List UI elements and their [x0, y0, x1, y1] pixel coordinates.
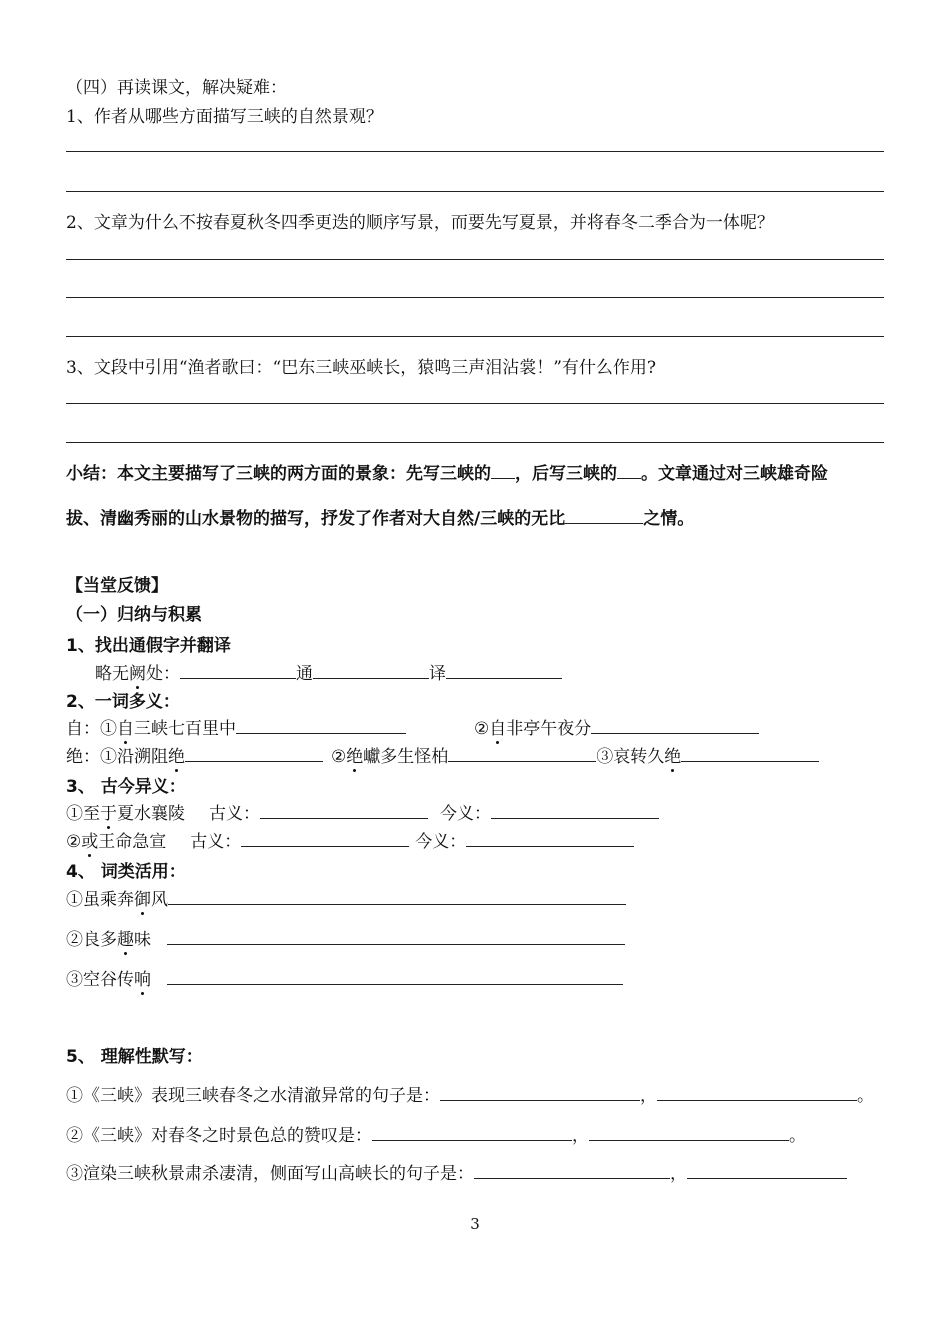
answer-line[interactable]: [66, 191, 884, 192]
dotted-char: 趣: [117, 930, 134, 950]
question-1: 1、作者从哪些方面描写三峡的自然景观？: [66, 107, 383, 127]
item-2-row-zi: [66, 718, 406, 740]
question-3: 3、文段中引用“渔者歌曰：“巴东三峡巫峡长，猿鸣三声泪沾裳！”有什么作用?: [66, 358, 657, 378]
dotted-char: 或: [81, 832, 99, 852]
item-text: ②《三峡》对春冬之时景色总的赞叹是：: [66, 1126, 372, 1146]
item-text: 巘多生怪柏: [363, 747, 449, 767]
item-5-title: 5、 理解性默写：: [66, 1047, 203, 1067]
item-text: ②: [66, 832, 82, 852]
item-text: 味: [134, 930, 151, 950]
item-text: 古义：: [209, 804, 260, 824]
dotted-char: 绝: [346, 747, 364, 767]
answer-blank[interactable]: [313, 663, 429, 679]
summary-text: 拔、清幽秀丽的山水景物的描写，抒发了作者对大自然/三峡的无比: [66, 509, 566, 529]
summary-blank[interactable]: [491, 463, 515, 479]
item-5-row-1: [66, 1085, 874, 1107]
answer-line[interactable]: [66, 442, 884, 443]
dotted-char: 自: [489, 719, 507, 739]
item-text: ②: [331, 747, 347, 767]
dotted-char: 御: [134, 890, 151, 910]
answer-blank[interactable]: [440, 1085, 640, 1101]
item-text: 今义：: [415, 832, 467, 852]
item-4-row-3: [66, 969, 623, 991]
item-text: ，: [640, 1086, 657, 1106]
answer-line[interactable]: [66, 259, 884, 260]
item-text: 今义：: [440, 804, 491, 824]
answer-blank[interactable]: [180, 663, 296, 679]
item-text: ①: [100, 719, 117, 739]
item-text: ③渲染三峡秋景肃杀凄清，侧面写山高峡长的句子是：: [66, 1164, 474, 1184]
answer-blank[interactable]: [474, 1163, 670, 1179]
summary-blank[interactable]: [565, 508, 643, 524]
answer-blank[interactable]: [448, 746, 596, 762]
answer-line[interactable]: [66, 336, 884, 337]
page-number: 3: [470, 1215, 480, 1233]
answer-blank[interactable]: [185, 746, 323, 762]
item-3-row-1: [66, 803, 659, 825]
item-text: ①至: [66, 804, 100, 824]
item-text: ①《三峡》表现三峡春冬之水清澈异常的句子是：: [66, 1086, 440, 1106]
item-text: 译: [429, 664, 446, 684]
dotted-char: 于: [100, 804, 117, 824]
answer-blank[interactable]: [241, 831, 409, 847]
feedback-title: 【当堂反馈】: [66, 576, 168, 596]
answer-blank[interactable]: [687, 1163, 847, 1179]
item-text: ，: [670, 1164, 687, 1184]
item-text: 三峡七百里中: [134, 719, 236, 739]
summary-text: 。文章通过对三峡雄奇险: [641, 464, 828, 484]
answer-blank[interactable]: [167, 929, 625, 945]
summary-line-2: [66, 508, 694, 530]
item-2-title: 2、一词多义：: [66, 692, 180, 712]
answer-line[interactable]: [66, 403, 884, 404]
answer-blank[interactable]: [446, 663, 562, 679]
dotted-char: 绝: [664, 747, 682, 767]
item-2-row-jue: [66, 746, 819, 768]
answer-blank[interactable]: [681, 746, 819, 762]
item-text: 自：: [66, 719, 100, 739]
answer-blank[interactable]: [491, 803, 659, 819]
summary-line-1: [66, 463, 828, 485]
answer-blank[interactable]: [372, 1125, 572, 1141]
item-5-row-3: [66, 1163, 847, 1185]
item-3-row-2: [66, 831, 634, 853]
answer-line[interactable]: [66, 151, 884, 152]
item-text: 。: [789, 1126, 806, 1146]
answer-line[interactable]: [66, 297, 884, 298]
dotted-char: 绝: [168, 747, 185, 767]
dotted-char: 阙: [129, 664, 146, 684]
item-text: ②良多: [66, 930, 117, 950]
item-4-row-1: [66, 889, 626, 911]
feedback-subtitle: （一）归纳与积累: [66, 605, 202, 625]
item-text: ①虽乘奔: [66, 890, 134, 910]
item-text: 略无阙: [95, 664, 146, 684]
item-text: ③哀转久: [596, 747, 665, 767]
item-text: 非亭午夜分: [506, 719, 592, 739]
item-text: 夏水襄陵: [117, 804, 185, 824]
answer-blank[interactable]: [466, 831, 634, 847]
item-text: ，: [572, 1126, 589, 1146]
item-4-row-2: [66, 929, 625, 951]
dotted-char: 响: [134, 970, 151, 990]
item-text: 通: [296, 664, 313, 684]
section-heading: （四）再读课文，解决疑难：: [66, 78, 287, 98]
summary-text: 之情。: [643, 509, 695, 529]
answer-blank[interactable]: [260, 803, 428, 819]
summary-text: ，后写三峡的: [515, 464, 617, 484]
item-1-row: [95, 663, 562, 685]
item-2-row-zi-b: [474, 718, 759, 740]
item-text: 风: [151, 890, 168, 910]
answer-blank[interactable]: [167, 969, 623, 985]
item-3-title: 3、 古今异义：: [66, 777, 186, 797]
item-text: 。: [857, 1086, 874, 1106]
answer-blank[interactable]: [591, 718, 759, 734]
item-4-title: 4、 词类活用：: [66, 862, 186, 882]
item-text: ①沿溯阻: [100, 747, 168, 767]
item-text: 处：: [146, 664, 180, 684]
item-text: 古义：: [190, 832, 242, 852]
summary-blank[interactable]: [617, 463, 641, 479]
item-text: ②: [474, 719, 490, 739]
answer-blank[interactable]: [589, 1125, 789, 1141]
question-2: 2、文章为什么不按春夏秋冬四季更迭的顺序写景，而要先写夏景，并将春冬二季合为一体呢？: [66, 213, 774, 233]
answer-blank[interactable]: [236, 718, 406, 734]
summary-text: 小结：本文主要描写了三峡的两方面的景象：先写三峡的: [66, 464, 491, 484]
item-text: 王命急宣: [98, 832, 167, 852]
item-text: ③空谷传: [66, 970, 134, 990]
item-1-title: 1、找出通假字并翻译: [66, 636, 231, 656]
answer-blank[interactable]: [168, 889, 626, 905]
item-text: 绝：: [66, 747, 100, 767]
dotted-char: 自: [117, 719, 134, 739]
answer-blank[interactable]: [657, 1085, 857, 1101]
item-5-row-2: [66, 1125, 806, 1147]
